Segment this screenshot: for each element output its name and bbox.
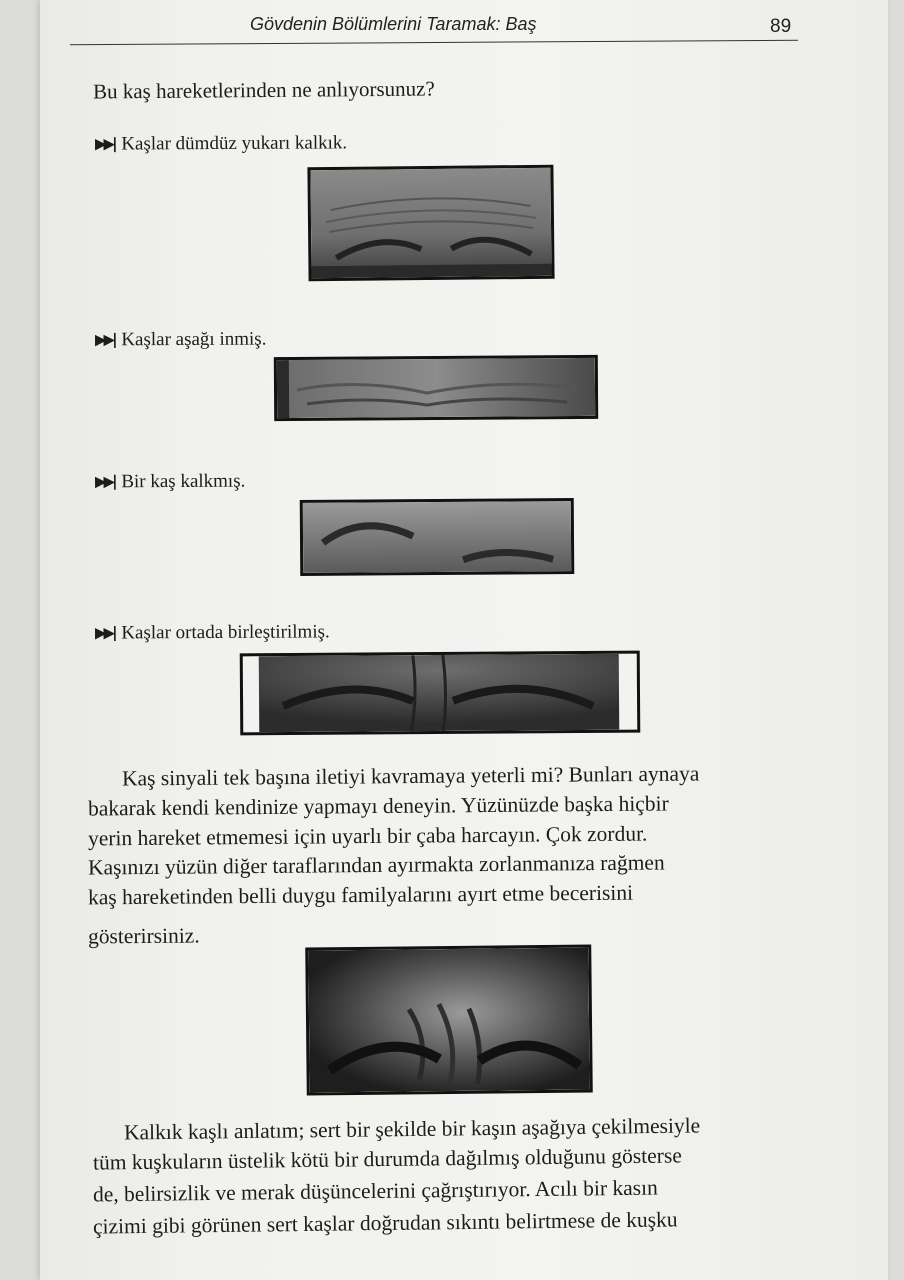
page-number: 89	[770, 16, 792, 37]
fast-forward-icon: ▶▶|	[94, 623, 115, 642]
paragraph-line: yerin hareket etmemesi için uyarlı bir çaba harcayın. Çok zordur.	[87, 821, 648, 851]
bullet-item	[95, 621, 330, 644]
bullet-item	[95, 132, 347, 155]
bullet-text: Kaşlar dümdüz yukarı kalkık.	[121, 132, 348, 155]
bullet-text: Kaşlar ortada birleştirilmiş.	[121, 621, 330, 644]
fast-forward-icon: ▶▶|	[94, 472, 115, 491]
paragraph-line: Kaşınızı yüzün diğer taraflarından ayırmakta zorlanmanıza rağmen	[87, 850, 665, 880]
paragraph-line: kaş hareketinden belli duygu familyalarını ayırt etme becerisini	[87, 880, 634, 910]
bullet-item	[95, 471, 245, 494]
eyebrow-photo-lowered	[274, 355, 598, 421]
paragraph-line: gösterirsiniz.	[87, 923, 200, 949]
paragraph-line: bakarak kendi kendinize yapmayı deneyin. Yüzünüzde başka hiçbir	[87, 791, 669, 821]
bullet-text: Kaşlar aşağı inmiş.	[121, 328, 267, 351]
running-header: Gövdenin Bölümlerini Taramak: Baş	[250, 14, 537, 34]
eyebrow-photo-knitted	[240, 651, 641, 736]
paragraph-line: de, belirsizlik ve merak düşüncelerini çağrıştırıyor. Acılı bir kasın	[92, 1175, 658, 1207]
question-text: Bu kaş hareketlerinden ne anlıyorsunuz?	[92, 76, 435, 104]
paragraph-line: Kalkık kaşlı anlatım; sert bir şekilde bir kaşın aşağıya çekilmesiyle	[123, 1113, 701, 1145]
paragraph-line: Kaş sinyali tek başına iletiyi kavramaya yeterli mi? Bunları aynaya	[121, 761, 700, 791]
fast-forward-icon: ▶▶|	[94, 134, 115, 153]
bullet-text: Bir kaş kalkmış.	[121, 470, 246, 493]
eyebrow-photo-one-raised	[300, 498, 575, 576]
eyebrow-photo-closeup	[305, 945, 593, 1096]
paragraph-line: çizimi gibi görünen sert kaşlar doğrudan sıkıntı belirtmese de kuşku	[92, 1207, 678, 1239]
bullet-item	[95, 329, 267, 352]
eyebrow-photo-raised	[307, 165, 554, 282]
paragraph-line: tüm kuşkuların üstelik kötü bir durumda dağılmış olduğunu gösterse	[92, 1143, 682, 1175]
fast-forward-icon: ▶▶|	[94, 330, 115, 349]
